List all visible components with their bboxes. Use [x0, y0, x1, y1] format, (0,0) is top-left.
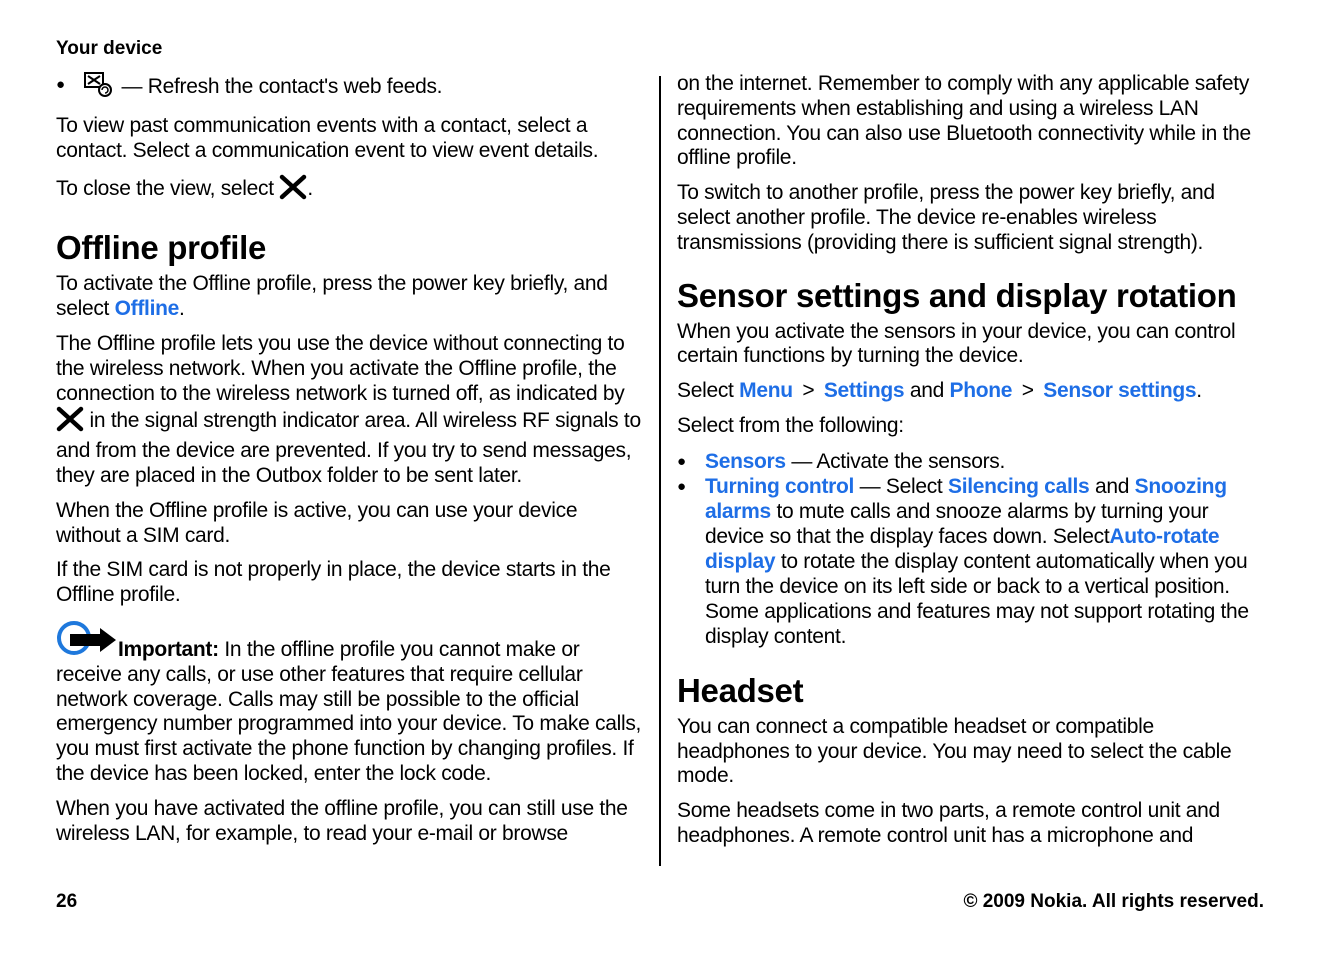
- heading-headset: Headset: [677, 671, 804, 709]
- paragraph-select-following: Select from the following:: [677, 413, 904, 437]
- paragraph-sensor-intro: When you activate the sensors in your device, you can control certain functions by turning the device.: [677, 319, 1236, 368]
- and-text: and: [909, 379, 944, 403]
- path-separator: >: [802, 379, 815, 403]
- important-note: [56, 624, 646, 787]
- paragraph-no-sim: When the Offline profile is active, you can use your device without a SIM card.: [56, 498, 578, 547]
- silencing-calls-link[interactable]: Silencing calls: [948, 474, 1090, 498]
- right-column: [677, 72, 1267, 859]
- sensor-options-list: [677, 449, 1267, 649]
- offline-link[interactable]: Offline: [114, 297, 180, 321]
- heading-sensor-settings: Sensor settings and display rotation: [677, 276, 1237, 314]
- list-item: [56, 72, 646, 104]
- important-text: In the offline profile you cannot make or receive any calls, or use other features that require cellular network coverage. Calls may still be possible to the official emergency number programmed into your device. To make calls, you must first activate the phone function by changing profiles. If the device has been locked, enter the lock code.: [56, 637, 642, 785]
- refresh-bullet-list: [56, 72, 646, 104]
- refresh-feeds-icon: [84, 72, 116, 104]
- important-label: Important:: [118, 637, 219, 661]
- important-pointer-icon: [56, 618, 118, 669]
- paragraph-offline-lets: [56, 332, 646, 489]
- paragraph-select-path: [677, 379, 1267, 404]
- offline-x-icon: [56, 406, 84, 439]
- offline-lets-text-1: The Offline profile lets you use the device without connecting to the wireless network. When you activate the Offline profile, the connection to the wireless network is turned off, as indicated by: [56, 331, 625, 405]
- paragraph-sim-place: If the SIM card is not properly in place, the device starts in the Offline profile.: [56, 558, 611, 607]
- phone-link[interactable]: Phone: [949, 379, 1013, 403]
- turning-control-desc-3: to rotate the display content automatically when you turn the device on its left side or back to a vertical position. Some applications and features may not support rotating the display content.: [705, 549, 1249, 648]
- paragraph-close-view: [56, 174, 646, 207]
- paragraph-activate-offline: [56, 272, 646, 322]
- turning-control-link[interactable]: Turning control: [705, 474, 855, 498]
- close-view-period: .: [307, 176, 313, 200]
- paragraph-headset: You can connect a compatible headset or compatible headphones to your device. You may need to select the cable mode.: [677, 714, 1232, 788]
- paragraph-internet: on the internet. Remember to comply with any applicable safety requirements when establishing and using a wireless LAN connection. You can also use Bluetooth connectivity while in the offline profile.: [677, 72, 1251, 170]
- auto-rotate-display-link[interactable]: Auto-rotate display: [705, 524, 1220, 573]
- activate-offline-text: To activate the Offline profile, press the power key briefly, and select: [56, 272, 608, 321]
- turning-control-desc-2: to mute calls and snooze alarms by turning your device so that the display faces down. Select: [705, 499, 1209, 548]
- paragraph-wlan: When you have activated the offline profile, you can still use the wireless LAN, for example, to read your e-mail or browse: [56, 796, 628, 845]
- close-x-icon: [279, 174, 307, 207]
- close-view-text: To close the view, select: [56, 176, 274, 200]
- snoozing-alarms-link[interactable]: Snoozing alarms: [705, 474, 1227, 523]
- sensor-settings-link[interactable]: Sensor settings: [1043, 379, 1197, 403]
- page-number: 26: [56, 891, 78, 912]
- menu-link[interactable]: Menu: [739, 379, 793, 403]
- paragraph-switch-profile: To switch to another profile, press the power key briefly, and select another profile. The device re-enables wireless transmissions (providing there is sufficient signal strength).: [677, 181, 1215, 254]
- path-separator: >: [1021, 379, 1034, 403]
- left-column: [56, 72, 646, 856]
- paragraph-past-events: To view past communication events with a contact, select a contact. Select a communication event to view event details.: [56, 114, 599, 162]
- select-period: .: [1196, 379, 1202, 403]
- column-divider: [659, 76, 661, 866]
- page-header: Your device: [56, 38, 163, 59]
- activate-offline-period: .: [179, 297, 185, 321]
- refresh-bullet-text: — Refresh the contact's web feeds.: [121, 75, 443, 98]
- list-item: [677, 449, 1267, 474]
- turning-control-and: and: [1094, 474, 1130, 498]
- offline-lets-text-2: in the signal strength indicator area. All wireless RF signals to and from the device are prevented. If you try to send messages, they are placed in the Outbox folder to be sent later.: [56, 409, 641, 487]
- list-item: [677, 474, 1267, 649]
- turning-control-desc-1: — Select: [859, 474, 943, 498]
- paragraph-headset-parts: Some headsets come in two parts, a remote control unit and headphones. A remote control unit has a microphone and: [677, 799, 1220, 847]
- copyright-notice: © 2009 Nokia. All rights reserved.: [963, 891, 1264, 912]
- sensors-desc: — Activate the sensors.: [791, 449, 1006, 473]
- heading-offline-profile: Offline profile: [56, 229, 267, 267]
- settings-link[interactable]: Settings: [823, 379, 905, 403]
- sensors-link[interactable]: Sensors: [705, 449, 786, 473]
- select-text: Select: [677, 379, 734, 403]
